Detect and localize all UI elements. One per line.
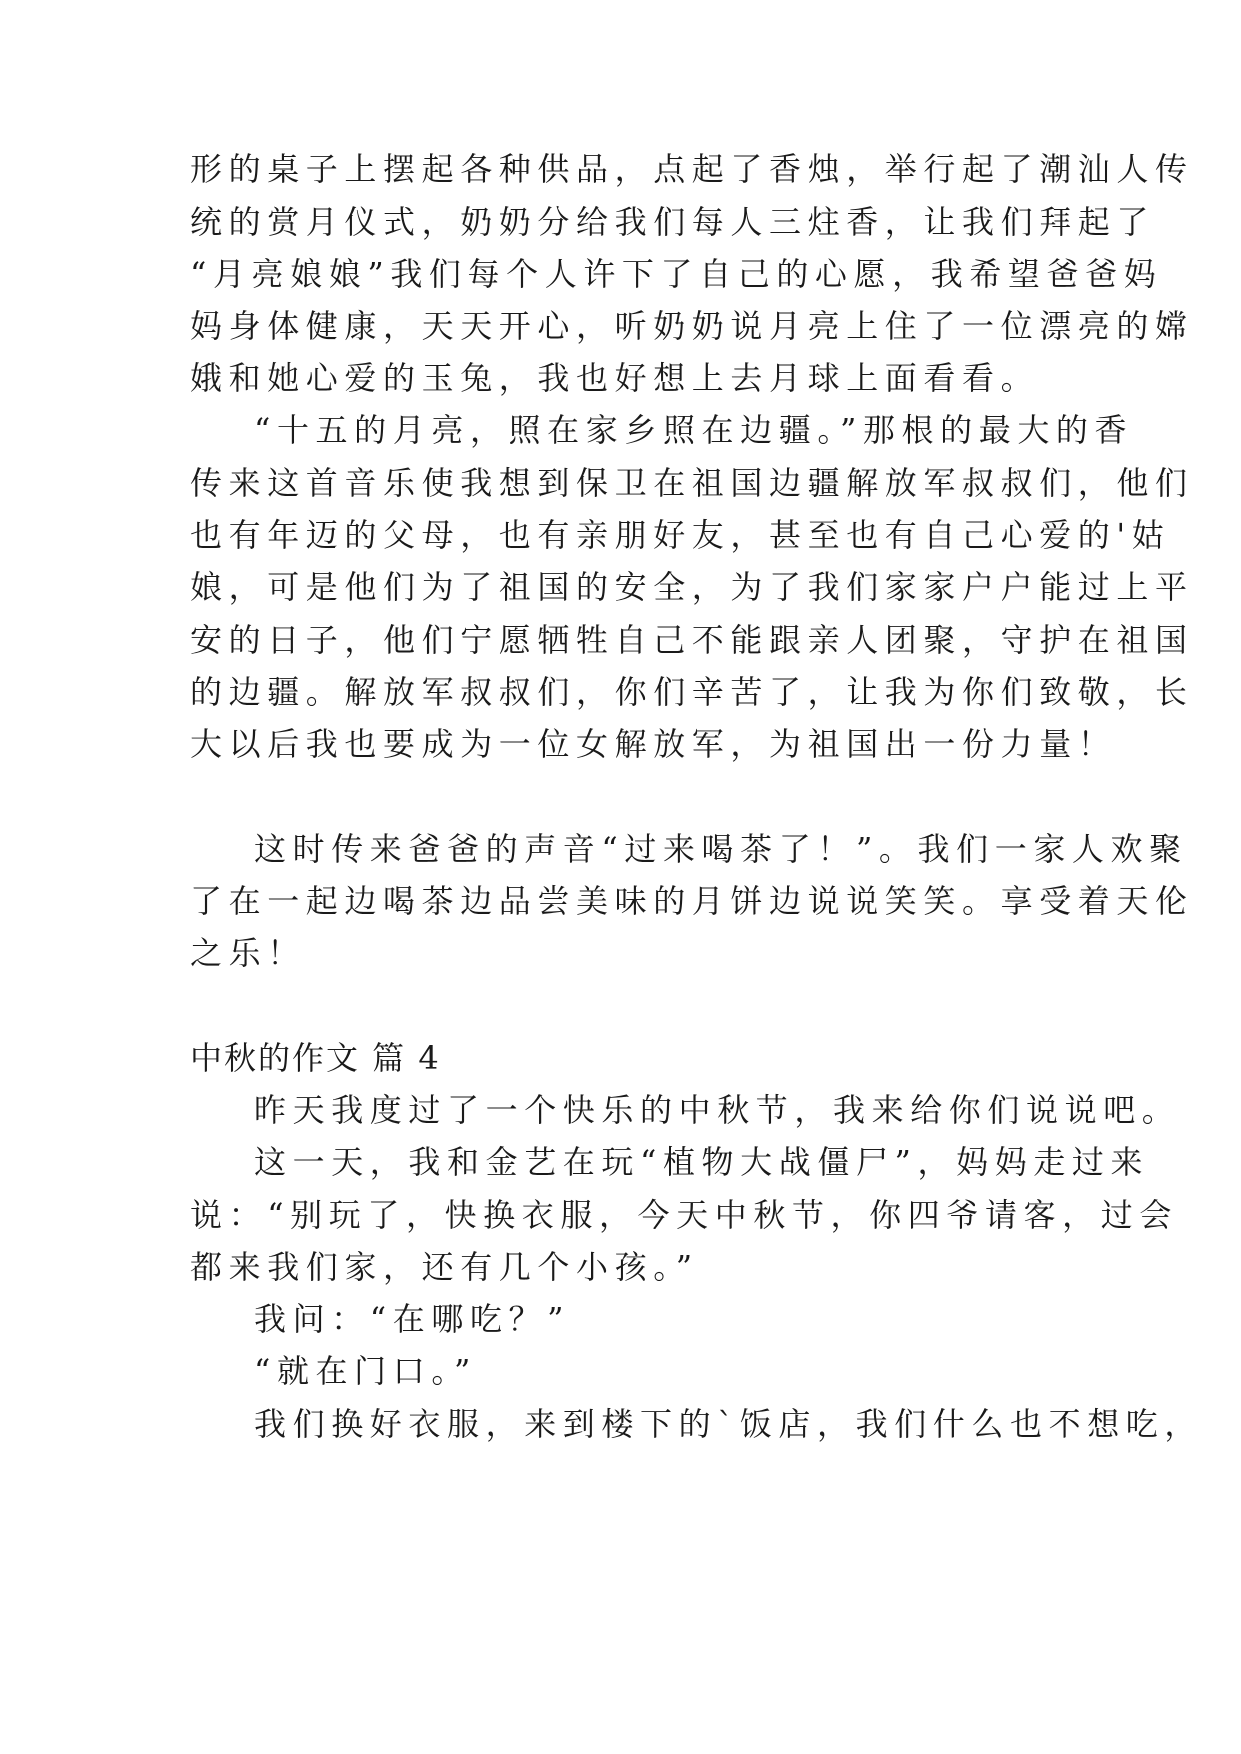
- paragraph-line: 统的赏月仪式，奶奶分给我们每人三炷香，让我们拜起了: [190, 203, 1156, 241]
- paragraph-line: 传来这首音乐使我想到保卫在祖国边疆解放军叔叔们，他们: [190, 464, 1194, 502]
- paragraph-line: 的边疆。解放军叔叔们，你们辛苦了，让我为你们致敬，长: [190, 673, 1194, 711]
- paragraph-line: 娥和她心爱的玉兔，我也好想上去月球上面看看。: [190, 359, 1040, 397]
- paragraph-line: 昨天我度过了一个快乐的中秋节，我来给你们说说吧。: [254, 1091, 1181, 1129]
- paragraph-line: 我问：“在哪吃？”: [254, 1300, 571, 1338]
- paragraph-line: 这一天，我和金艺在玩“植物大战僵尸”，妈妈走过来: [254, 1143, 1150, 1181]
- paragraph-line: 都来我们家，还有几个小孩。”: [190, 1248, 699, 1286]
- paragraph-line: 也有年迈的父母，也有亲朋好友，甚至也有自己心爱的'姑: [190, 516, 1171, 554]
- paragraph-line: 了在一起边喝茶边品尝美味的月饼边说说笑笑。享受着天伦: [190, 882, 1194, 920]
- paragraph-line: 形的桌子上摆起各种供品，点起了香烛，举行起了潮汕人传: [190, 150, 1194, 188]
- paragraph-line: 这时传来爸爸的声音“过来喝茶了！”。我们一家人欢聚: [254, 830, 1188, 868]
- paragraph-line: “月亮娘娘”我们每个人许下了自己的心愿，我希望爸爸妈: [190, 255, 1163, 293]
- paragraph-line: 妈身体健康，天天开心，听奶奶说月亮上住了一位漂亮的嫦: [190, 307, 1194, 345]
- paragraph-line: 之乐！: [190, 934, 306, 972]
- paragraph-line: “就在门口。”: [254, 1352, 477, 1390]
- paragraph-line: 安的日子，他们宁愿牺牲自己不能跟亲人团聚，守护在祖国: [190, 621, 1194, 659]
- paragraph-line: 我们换好衣服，来到楼下的`饭店，我们什么也不想吃，: [254, 1405, 1204, 1443]
- paragraph-line: 说：“别玩了，快换衣服，今天中秋节，你四爷请客，过会: [190, 1196, 1178, 1234]
- paragraph-line: 大以后我也要成为一位女解放军，为祖国出一份力量！: [190, 725, 1117, 763]
- paragraph-line: “十五的月亮，照在家乡照在边疆。”那根的最大的香: [254, 411, 1134, 449]
- paragraph-line: 娘，可是他们为了祖国的安全，为了我们家家户户能过上平: [190, 568, 1194, 606]
- section-heading: 中秋的作文 篇 4: [190, 1039, 441, 1077]
